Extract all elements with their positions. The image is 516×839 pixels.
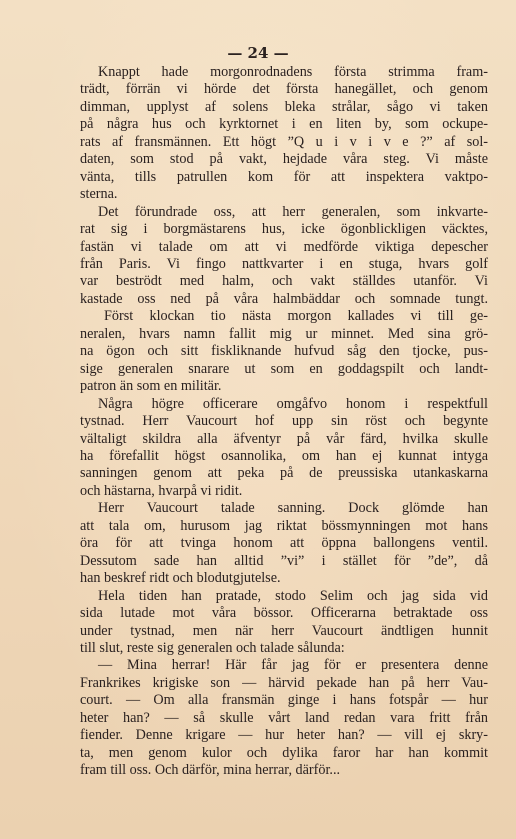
text-line: sida lutade mot våra bössor. Officerarna betraktade oss	[80, 605, 488, 622]
text-line: var beströdt med halm, och vakt ställdes utanför. Vi	[80, 273, 488, 290]
text-line: och hästarna, hvarpå vi ridit.	[80, 482, 243, 499]
text-line: ha förefallit högst osannolika, om han ej kunnat intyga	[80, 447, 488, 464]
page-number: — 24 —	[227, 44, 289, 62]
text-line: ta, men genom kulor och dylika faror har han kommit	[80, 744, 488, 761]
text-line: att tala om, hurusom jag riktat bössmynningen mot hans	[80, 517, 488, 534]
text-line: — Mina herrar! Här får jag för er presentera denne	[98, 657, 488, 674]
text-line: daten, som stod på vakt, hejdade våra steg. Vi måste	[80, 151, 488, 168]
text-line: fiender. Denne krigare — hur heter han? — vill ej skry-	[80, 727, 488, 744]
text-line: han beskref ridt och blodutgjutelse.	[80, 570, 281, 587]
text-line: Först klockan tio nästa morgon kallades vi till ge-	[104, 308, 488, 325]
text-line: på några hus och kyrktornet i en liten by, som ockupe-	[80, 116, 488, 133]
text-line: neralen, hvars namn fallit mig ur minnet. Med sina grö-	[80, 325, 488, 342]
text-line: sige generalen snarare ut som en goddagspilt och landt-	[80, 360, 488, 377]
text-line: från Paris. Vi fingo nattkvarter i en stuga, hvars golf	[80, 255, 488, 272]
text-line: kastade oss ned på våra halmbäddar och somnade tungt.	[80, 290, 488, 307]
text-line: under tystnad, men när herr Vaucourt ändtligen hunnit	[80, 622, 488, 639]
text-line: rats af fransmännen. Ett högt ”Q u i v i v e ?” af sol-	[80, 133, 488, 150]
text-line: rat sig i borgmästarens hus, icke ögonblickligen väcktes,	[80, 221, 488, 238]
text-line: heter han? — så skulle vårt land redan vara fritt från	[80, 709, 488, 726]
text-line: Hela tiden han pratade, stodo Selim och jag sida vid	[98, 587, 488, 604]
text-line: öra för att tvinga honom att öppna ballongens ventil.	[80, 535, 488, 552]
text-line: court. — Om alla fransmän ginge i hans fotspår — hur	[80, 692, 488, 709]
text-line: vältaligt skildra alla äfventyr på vår färd, hvilka skulle	[80, 430, 488, 447]
text-line: fram till oss. Och därför, mina herrar, därför...	[80, 762, 341, 779]
text-line: vänta, tills patrullen kom för att inspektera vaktpo-	[80, 168, 488, 185]
body-text	[80, 64, 488, 780]
text-line: Herr Vaucourt talade sanning. Dock glömde han	[98, 500, 488, 517]
text-line: Några högre officerare omgåfvo honom i respektfull	[98, 395, 488, 412]
text-line: Knappt hade morgonrodnadens första strimma fram-	[98, 64, 488, 80]
text-line: trädt, förrän vi hörde det första hanegället, och genom	[80, 81, 488, 98]
text-line: tystnad. Herr Vaucourt hof upp sin röst och begynte	[80, 413, 488, 430]
text-line: na ögon och sitt fiskliknande hufvud såg den tjocke, pus-	[80, 343, 488, 360]
text-line: patron än som en militär.	[80, 378, 222, 395]
text-line: Dessutom sade han alltid ”vi” i stället för ”de”, då	[80, 552, 488, 569]
text-line: Frankrikes krigiske son — härvid pekade han på herr Vau-	[80, 674, 488, 691]
text-line: sanningen genom att peka på de preussiska utankaskarna	[80, 465, 488, 482]
text-line: till slut, reste sig generalen och talade sålunda:	[80, 639, 345, 656]
text-line: sterna.	[80, 186, 118, 203]
text-line: dimman, upplyst af solens bleka strålar, sågo vi taken	[80, 98, 488, 115]
text-line: Det förundrade oss, att herr generalen, som inkvarte-	[98, 203, 488, 220]
text-line: fastän vi talade om att vi medförde viktiga depescher	[80, 238, 488, 255]
